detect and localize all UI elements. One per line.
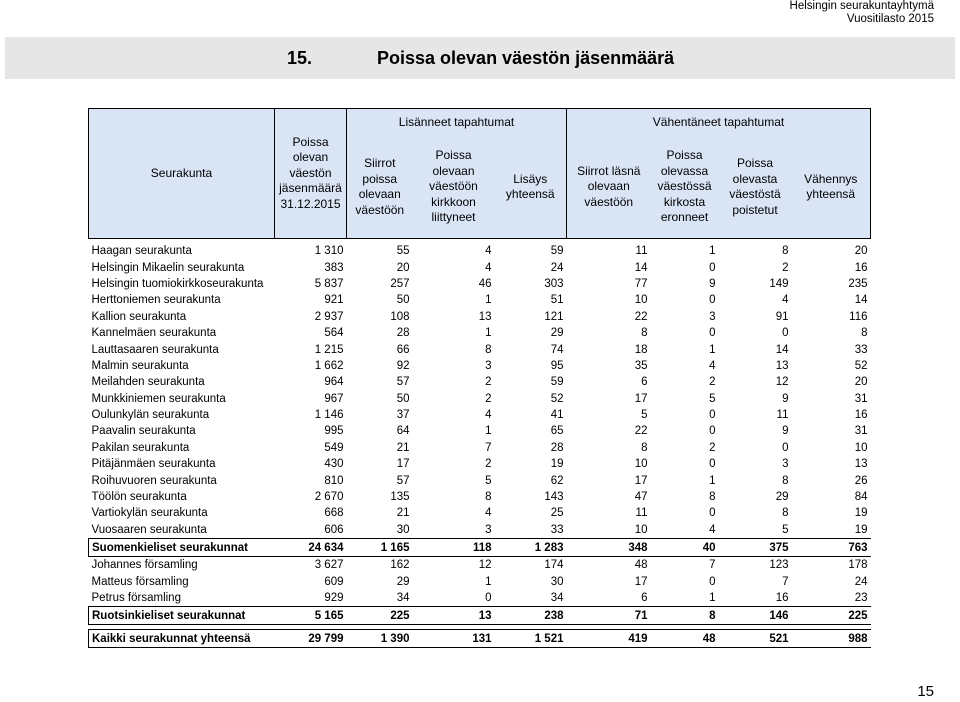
value-cell: 48: [651, 630, 719, 648]
page-title: Poissa olevan väestön jäsenmäärä: [377, 48, 675, 68]
value-cell: 47: [634, 491, 648, 504]
value-cell: 1: [709, 592, 716, 604]
parish-name: Oulunkylän seurakunta: [91, 409, 210, 422]
table-row: [89, 309, 871, 325]
value-cell: 0: [709, 294, 716, 307]
parish-name: Ruotsinkieliset seurakunnat: [89, 607, 275, 625]
value-cell: 29: [396, 575, 410, 588]
table-row: [89, 456, 871, 472]
table-row: [89, 391, 871, 407]
value-cell: 1 283: [495, 539, 567, 557]
value-cell: 2: [485, 458, 492, 471]
value-cell: 8: [485, 491, 492, 504]
value-cell: 238: [495, 607, 567, 625]
subtotal-swedish-row: [89, 607, 871, 625]
org-name: Helsingin seurakuntayhtymä: [789, 0, 934, 12]
value-cell: 1: [485, 294, 492, 307]
value-cell: 41: [550, 409, 564, 422]
value-cell: 34: [396, 592, 410, 604]
value-cell: 1: [709, 245, 716, 258]
value-cell: 10: [634, 523, 648, 536]
value-cell: 21: [396, 507, 410, 520]
value-cell: 1: [485, 425, 492, 438]
parish-name: Töölön seurakunta: [91, 491, 187, 504]
value-cell: 11: [635, 507, 648, 520]
value-cell: 225: [347, 607, 413, 625]
table-row: [89, 374, 871, 390]
value-cell: 35: [634, 359, 648, 372]
parish-name: Vuosaaren seurakunta: [91, 523, 207, 536]
value-cell: 929: [324, 592, 344, 604]
col-moves-in: Siirrot poissa olevaan väestöön: [347, 136, 413, 239]
value-cell: 33: [550, 523, 564, 536]
value-cell: 0: [709, 507, 716, 520]
value-cell: 521: [719, 630, 792, 648]
value-cell: 8: [782, 474, 789, 487]
value-cell: 14: [634, 261, 648, 274]
value-cell: 50: [396, 392, 410, 405]
value-cell: 57: [396, 474, 410, 487]
value-cell: 24: [550, 261, 564, 274]
value-cell: 37: [396, 409, 410, 422]
parish-name: Haagan seurakunta: [91, 245, 192, 258]
value-cell: 7: [709, 559, 716, 572]
value-cell: 17: [634, 474, 648, 487]
value-cell: 14: [775, 343, 789, 356]
value-cell: 0: [709, 261, 716, 274]
value-cell: 18: [634, 343, 648, 356]
value-cell: 2 937: [314, 310, 344, 323]
value-cell: 116: [849, 310, 868, 323]
value-cell: 810: [324, 474, 344, 487]
value-cell: 9: [782, 425, 789, 438]
value-cell: 9: [709, 277, 716, 290]
page-number: 15: [917, 683, 934, 700]
value-cell: 0: [709, 409, 716, 422]
value-cell: 4: [485, 261, 492, 274]
table-row: [89, 292, 871, 308]
value-cell: 967: [324, 392, 344, 405]
value-cell: 48: [634, 559, 648, 572]
table-row: [89, 276, 871, 292]
value-cell: 108: [390, 310, 410, 323]
value-cell: 5: [485, 474, 492, 487]
value-cell: 3 627: [314, 559, 344, 572]
table-body: [89, 239, 871, 648]
grand-total-row: [89, 630, 871, 648]
value-cell: 964: [324, 376, 344, 389]
parish-name: Kannelmäen seurakunta: [91, 327, 217, 340]
parish-name: Meilahden seurakunta: [91, 376, 205, 389]
value-cell: 52: [550, 392, 564, 405]
table-row: [89, 259, 871, 275]
value-cell: 8: [782, 245, 789, 258]
report-header: [790, 0, 934, 26]
value-cell: 16: [854, 261, 868, 274]
value-cell: 0: [782, 441, 789, 454]
table-row: [89, 573, 871, 589]
table-row: [89, 590, 871, 607]
table-row: [89, 341, 871, 357]
value-cell: 3: [485, 359, 492, 372]
value-cell: 3: [485, 523, 492, 536]
value-cell: 5: [641, 409, 648, 422]
value-cell: 6: [641, 592, 648, 604]
value-cell: 1 165: [347, 539, 413, 557]
value-cell: 1: [709, 474, 716, 487]
value-cell: 1 521: [495, 630, 567, 648]
value-cell: 8: [651, 607, 719, 625]
value-cell: 64: [396, 425, 410, 438]
parish-name: Petrus församling: [91, 592, 181, 604]
value-cell: 2: [782, 261, 789, 274]
value-cell: 19: [854, 523, 868, 536]
value-cell: 92: [396, 359, 410, 372]
value-cell: 66: [396, 343, 410, 356]
value-cell: 55: [396, 245, 410, 258]
value-cell: 0: [709, 425, 716, 438]
value-cell: 4: [709, 523, 716, 536]
value-cell: 235: [848, 277, 868, 290]
value-cell: 0: [782, 327, 789, 340]
value-cell: 24 634: [275, 539, 347, 557]
value-cell: 30: [550, 575, 564, 588]
value-cell: 28: [396, 327, 410, 340]
value-cell: 174: [544, 559, 564, 572]
value-cell: 143: [544, 491, 564, 504]
value-cell: 11: [776, 409, 789, 422]
value-cell: 24: [854, 575, 868, 588]
value-cell: 0: [709, 327, 716, 340]
value-cell: 146: [719, 607, 792, 625]
value-cell: 8: [782, 507, 789, 520]
value-cell: 13: [478, 310, 492, 323]
parish-name: Kaikki seurakunnat yhteensä: [89, 630, 275, 648]
value-cell: 118: [413, 539, 495, 557]
parish-name: Herttoniemen seurakunta: [91, 294, 221, 307]
value-cell: 8: [709, 491, 716, 504]
group-reduced: Vähentäneet tapahtumat: [567, 109, 871, 137]
table-row: [89, 423, 871, 439]
value-cell: 257: [390, 277, 410, 290]
value-cell: 11: [635, 245, 648, 258]
value-cell: 348: [567, 539, 651, 557]
col-moves-out: Siirrot läsnä olevaan väestöön: [567, 136, 651, 239]
value-cell: 13: [854, 458, 868, 471]
value-cell: 17: [396, 458, 410, 471]
table-row: [89, 440, 871, 456]
value-cell: 121: [544, 310, 564, 323]
value-cell: 5 837: [314, 277, 344, 290]
value-cell: 430: [324, 458, 344, 471]
value-cell: 10: [634, 458, 648, 471]
value-cell: 2: [709, 376, 716, 389]
value-cell: 30: [396, 523, 410, 536]
value-cell: 34: [550, 592, 564, 604]
value-cell: 29 799: [275, 630, 347, 648]
value-cell: 2: [709, 441, 716, 454]
table-row: [89, 407, 871, 423]
parish-name: Matteus församling: [91, 575, 189, 588]
value-cell: 8: [641, 441, 648, 454]
value-cell: 50: [396, 294, 410, 307]
value-cell: 51: [550, 294, 564, 307]
value-cell: 5: [709, 392, 716, 405]
table-row: [89, 358, 871, 374]
value-cell: 26: [854, 474, 868, 487]
value-cell: 19: [550, 458, 564, 471]
value-cell: 74: [550, 343, 564, 356]
table-number: 15.: [287, 48, 313, 68]
value-cell: 225: [792, 607, 871, 625]
value-cell: 1: [709, 343, 716, 356]
parish-name: Helsingin Mikaelin seurakunta: [91, 261, 245, 274]
value-cell: 1: [485, 575, 492, 588]
parish-name: Suomenkieliset seurakunnat: [89, 539, 275, 557]
value-cell: 20: [396, 261, 410, 274]
parish-name: Johannes församling: [91, 559, 198, 572]
value-cell: 1 662: [314, 359, 344, 372]
value-cell: 988: [792, 630, 871, 648]
report-name: Vuositilasto 2015: [846, 13, 934, 25]
value-cell: 8: [861, 327, 868, 340]
value-cell: 13: [775, 359, 789, 372]
value-cell: 162: [390, 559, 410, 572]
parish-name: Malmin seurakunta: [91, 359, 189, 372]
value-cell: 763: [792, 539, 871, 557]
value-cell: 71: [567, 607, 651, 625]
value-cell: 4: [485, 507, 492, 520]
value-cell: 178: [848, 559, 868, 572]
value-cell: 375: [719, 539, 792, 557]
table-row: [89, 472, 871, 488]
value-cell: 609: [324, 575, 344, 588]
value-cell: 7: [485, 441, 492, 454]
parish-name: Paavalin seurakunta: [91, 425, 196, 438]
value-cell: 17: [634, 575, 648, 588]
table-row: [89, 325, 871, 341]
value-cell: 1 390: [347, 630, 413, 648]
value-cell: 8: [641, 327, 648, 340]
value-cell: 52: [854, 359, 868, 372]
value-cell: 12: [478, 559, 492, 572]
value-cell: 57: [396, 376, 410, 389]
value-cell: 16: [854, 409, 868, 422]
value-cell: 4: [485, 409, 492, 422]
table-row: [89, 522, 871, 539]
col-joined: Poissa olevaan väestöön kirkkoon liittyneet: [413, 136, 495, 239]
value-cell: 6: [641, 376, 648, 389]
value-cell: 19: [854, 507, 868, 520]
value-cell: 14: [854, 294, 868, 307]
parish-name: Munkkiniemen seurakunta: [91, 392, 226, 405]
value-cell: 5: [782, 523, 789, 536]
value-cell: 9: [782, 392, 789, 405]
subtotal-finnish-row: [89, 539, 871, 557]
membership-table: [88, 108, 871, 648]
value-cell: 1 215: [314, 343, 344, 356]
value-cell: 25: [550, 507, 564, 520]
value-cell: 4: [485, 245, 492, 258]
value-cell: 2: [485, 392, 492, 405]
value-cell: 3: [709, 310, 716, 323]
value-cell: 5 165: [275, 607, 347, 625]
col-added-total: Lisäys yhteensä: [495, 136, 567, 239]
value-cell: 31: [854, 425, 868, 438]
parish-name: Helsingin tuomiokirkkoseurakunta: [91, 277, 264, 290]
value-cell: 921: [324, 294, 344, 307]
value-cell: 564: [324, 327, 344, 340]
group-added: Lisänneet tapahtumat: [347, 109, 567, 137]
value-cell: 0: [709, 575, 716, 588]
parish-name: Pakilan seurakunta: [91, 441, 190, 454]
value-cell: 29: [775, 491, 789, 504]
value-cell: 59: [550, 376, 564, 389]
col-resigned: Poissa olevassa väestössä kirkosta eronneet: [651, 136, 719, 239]
value-cell: 17: [634, 392, 648, 405]
parish-name: Kallion seurakunta: [91, 310, 187, 323]
value-cell: 131: [413, 630, 495, 648]
value-cell: 7: [782, 575, 789, 588]
value-cell: 95: [550, 359, 564, 372]
value-cell: 65: [550, 425, 564, 438]
col-reduced-total: Vähennys yhteensä: [792, 136, 871, 239]
value-cell: 46: [478, 277, 492, 290]
value-cell: 21: [396, 441, 410, 454]
table-row: [89, 243, 871, 259]
col-members: Poissa olevan väestön jäsenmäärä 31.12.2015: [275, 109, 347, 239]
parish-name: Lauttasaaren seurakunta: [91, 343, 219, 356]
value-cell: 8: [485, 343, 492, 356]
value-cell: 31: [854, 392, 868, 405]
value-cell: 303: [544, 277, 564, 290]
value-cell: 16: [775, 592, 789, 604]
value-cell: 84: [854, 491, 868, 504]
value-cell: 0: [709, 458, 716, 471]
value-cell: 13: [413, 607, 495, 625]
col-removed: Poissa olevasta väestöstä poistetut: [719, 136, 792, 239]
value-cell: 3: [782, 458, 789, 471]
table-row: [89, 557, 871, 574]
value-cell: 22: [634, 310, 648, 323]
value-cell: 606: [324, 523, 344, 536]
value-cell: 135: [390, 491, 410, 504]
parish-name: Roihuvuoren seurakunta: [91, 474, 217, 487]
value-cell: 4: [709, 359, 716, 372]
table-row: [89, 489, 871, 505]
value-cell: 1 146: [314, 409, 344, 422]
value-cell: 33: [854, 343, 868, 356]
value-cell: 2 670: [314, 491, 344, 504]
value-cell: 22: [634, 425, 648, 438]
value-cell: 29: [550, 327, 564, 340]
value-cell: 0: [485, 592, 492, 604]
value-cell: 23: [854, 592, 868, 604]
value-cell: 668: [324, 507, 344, 520]
value-cell: 419: [567, 630, 651, 648]
value-cell: 28: [550, 441, 564, 454]
parish-name: Vartiokylän seurakunta: [91, 507, 208, 520]
value-cell: 20: [854, 245, 868, 258]
value-cell: 2: [485, 376, 492, 389]
value-cell: 1 310: [314, 245, 344, 258]
value-cell: 20: [854, 376, 868, 389]
value-cell: 77: [634, 277, 648, 290]
table-row: [89, 505, 871, 521]
value-cell: 91: [775, 310, 789, 323]
value-cell: 10: [854, 441, 868, 454]
value-cell: 59: [550, 245, 564, 258]
value-cell: 995: [324, 425, 344, 438]
value-cell: 40: [651, 539, 719, 557]
value-cell: 1: [485, 327, 492, 340]
value-cell: 12: [775, 376, 789, 389]
value-cell: 149: [769, 277, 789, 290]
value-cell: 62: [550, 474, 564, 487]
value-cell: 383: [324, 261, 344, 274]
value-cell: 10: [634, 294, 648, 307]
value-cell: 4: [782, 294, 789, 307]
value-cell: 549: [324, 441, 344, 454]
col-parish: Seurakunta: [89, 109, 275, 239]
parish-name: Pitäjänmäen seurakunta: [91, 458, 216, 471]
value-cell: 123: [769, 559, 789, 572]
